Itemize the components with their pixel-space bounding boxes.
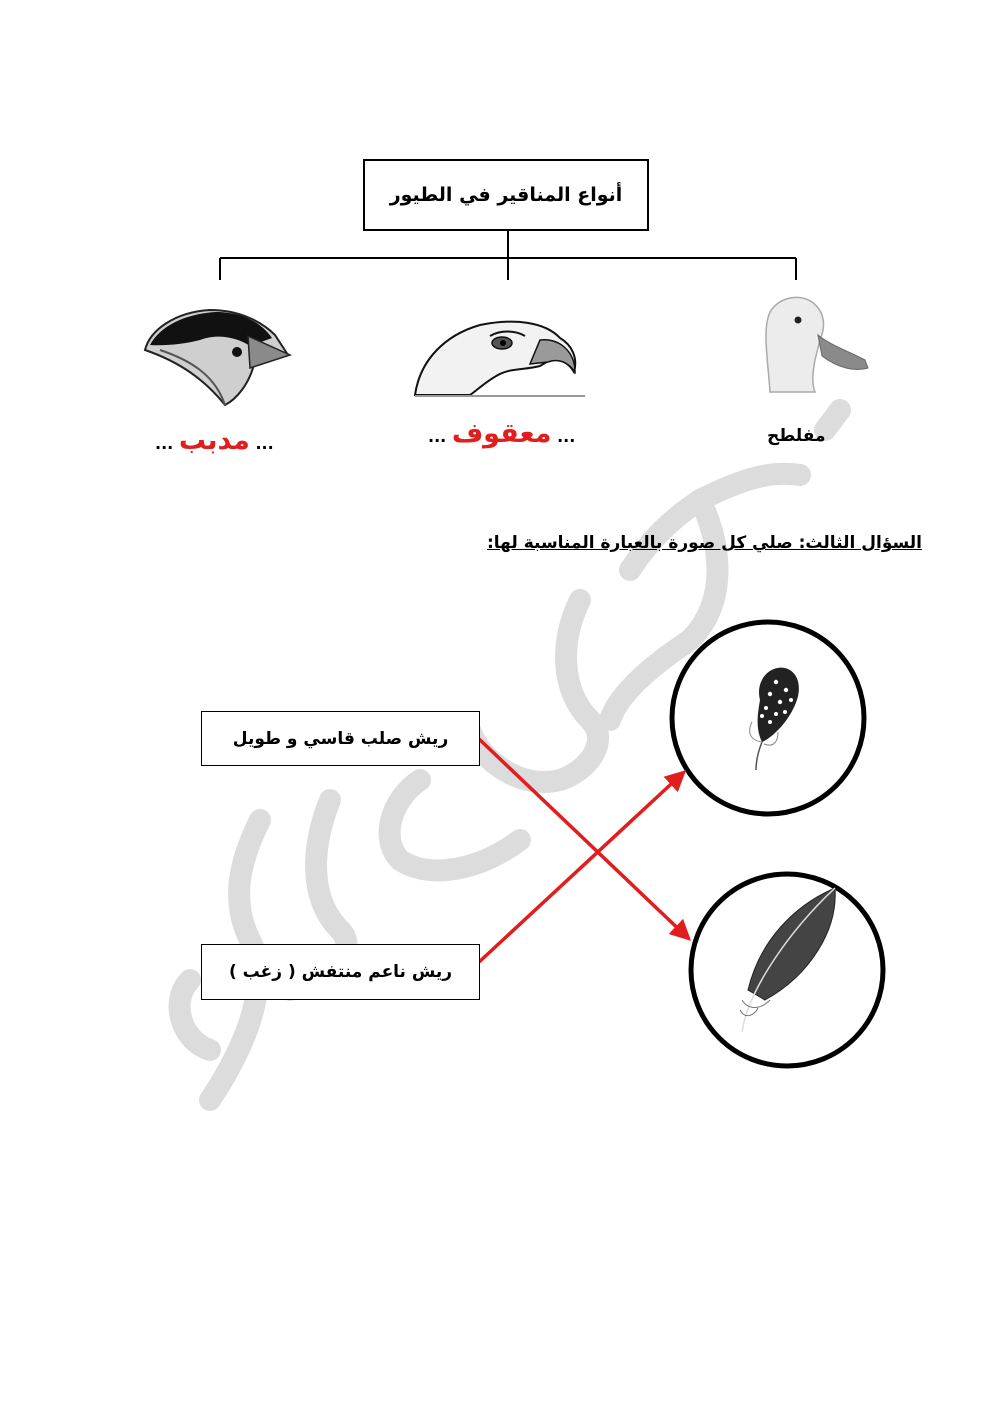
option-hard-feather[interactable]: ريش صلب قاسي و طويل <box>201 711 480 766</box>
tree-connector <box>220 231 796 280</box>
duck-head-icon <box>766 297 868 392</box>
beak-label-hooked <box>428 418 575 449</box>
beak-answer-hooked: معقوف <box>451 418 552 449</box>
beak-label-pointed <box>155 425 274 456</box>
finch-head-icon <box>145 310 290 405</box>
eagle-head-icon <box>415 322 585 396</box>
blank-dots-left: ... <box>428 427 447 446</box>
beak-answer-pointed: مدبب <box>178 425 250 456</box>
match-line-down-feather <box>478 773 683 963</box>
blank-dots-right: ... <box>557 427 576 446</box>
blank-dots-left: ... <box>155 434 174 453</box>
blank-dots-right: ... <box>255 434 274 453</box>
beak-label-flat: مفلطح <box>767 426 826 446</box>
option-down-feather[interactable]: ريش ناعم منتفش ( زغب ) <box>201 944 480 1000</box>
image-circle-long <box>691 874 883 1066</box>
image-circle-speckled <box>672 622 864 814</box>
diagram-title: أنواع المناقير في الطيور <box>363 159 649 231</box>
question-three-heading: السؤال الثالث: صلي كل صورة بالعبارة المناسبة لها: <box>487 533 922 553</box>
